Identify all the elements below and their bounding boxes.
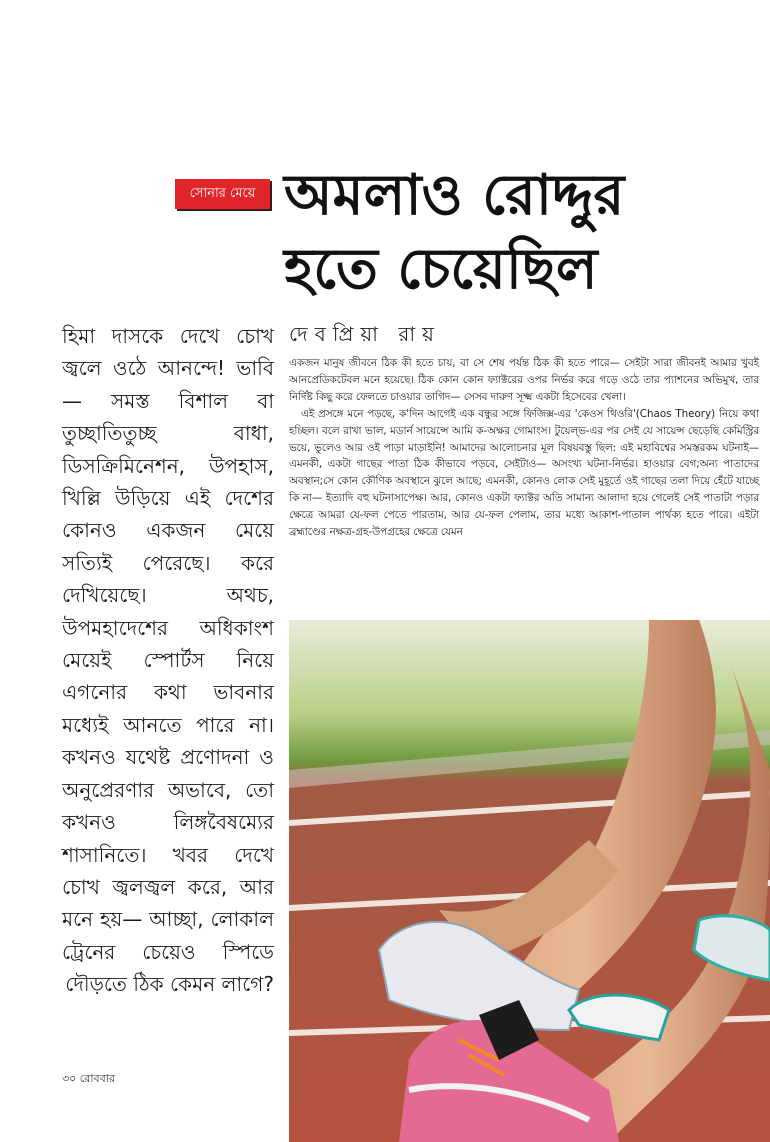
headline-line-1: অমলাও রোদ্দুর [284,162,625,228]
section-tag: সোনার মেয়ে [175,179,270,209]
pull-quote: হিমা দাসকে দেখে চোখ জ্বলে ওঠে আনন্দে! ভাবি— সমস্ত বিশাল বা তুচ্ছাতিতুচ্ছ বাধা, ডিসক্রিমিনেশন, উপহাস, খিল্লি উড়িয়ে এই দেশের কোনও একজন মেয়ে সত্যিই পেরেছে। করে দেখিয়েছে। অথচ, উপমহাদেশের অধিকাংশ মেয়েই স্পোর্টস নিয়ে এগনোর কথা ভাবনার মধ্যেই আনতে পারে না। কখনও যথেষ্ট প্রণোদনা ও অনুপ্রেরণার অভাবে, তো কখনও লিঙ্গবৈষম্যের শাসানিতে। খবর দেখে চোখ জ্বলজ্বল করে, আর মনে হয়— আচ্ছা, লোকাল ট্রেনের চেয়েও স্পিডে দৌড়তে ঠিক কেমন লাগে? [62,324,274,997]
headline-line-2: হতে চেয়েছিল [284,236,598,302]
body-paragraph-1: একজন মানুষ জীবনে ঠিক কী হতে চায়, বা সে শেষ পর্যন্ত ঠিক কী হতে পারে— সেইটা সারা জীবনই আমার খুবই আনপ্রেডিকটেবল মনে হয়েছে। ঠিক কোন কোন ফ্যাক্টরের ওপর নির্ভর করে গড়ে ওঠে তার প্যাশনের অভিমুখ, তার নির্দিষ্ট কিছু করে ফেলতে চাওয়ার তাগিদ— সেসব দারুণ সূক্ষ্ম একটা হিসেবের খেলা। [289,357,759,403]
page-folio: ৩০ রোববার [62,1072,115,1085]
headline [284,158,754,306]
runners-photo [289,620,770,1142]
author-byline: দেবপ্রিয়া রায় [289,322,441,346]
article-body [289,355,759,541]
body-paragraph-2: এই প্রসঙ্গে মনে পড়ছে, ক'দিন আগেই এক বন্ধুর সঙ্গে ফিজিক্স-এর 'কেওস থিওরি'(Chaos Theory) নিয়ে কথা হচ্ছিল। বলে রাখা ভাল, মডার্ন সায়েন্সে আমি ক-অক্ষর গোমাংস। টুয়েল্‌ভ-এর পর সেই যে সায়েন্স ছেড়েছি কেমিস্ট্রির ভয়ে, ভুলেও আর ওই পাড়া মাড়াইনি! আমাদের আলোচনার মূল বিষয়বস্তু ছিল: এই মহাবিশ্বের সমস্তরকম ঘটনাই— এমনকী, একটা গাছের পাতা ঠিক কীভাবে পড়বে, সেইটাও— অসংখ্য ঘটনা-নির্ভর। হাওয়ার বেগ;অন্য পাতাদের অবস্থান;সে কোন কৌণিক অবস্থানে ঝুলে আছে; এমনকী, কোনও লোক সেই মুহূর্তে ওই গাছের তলা দিয়ে হেঁটে যাচ্ছে কি না— ইত্যাদি বহু ঘটনাসাপেক্ষ। আর, কোনও একটা ফ্যাক্টর অতি সামান্য আলাদা হয়ে গেলেই সেই পাতাটা পড়ার ক্ষেত্রে আমরা যে-ফল পেতে পারতাম, আর যে-ফল পেলাম, তার মধ্যে আকাশ-পাতাল পার্থক্য হতে পারে। এইটা ব্রহ্মাণ্ডের নক্ষত্র-গ্রহ-উপগ্রহের ক্ষেত্রে যেমন [289,407,759,539]
